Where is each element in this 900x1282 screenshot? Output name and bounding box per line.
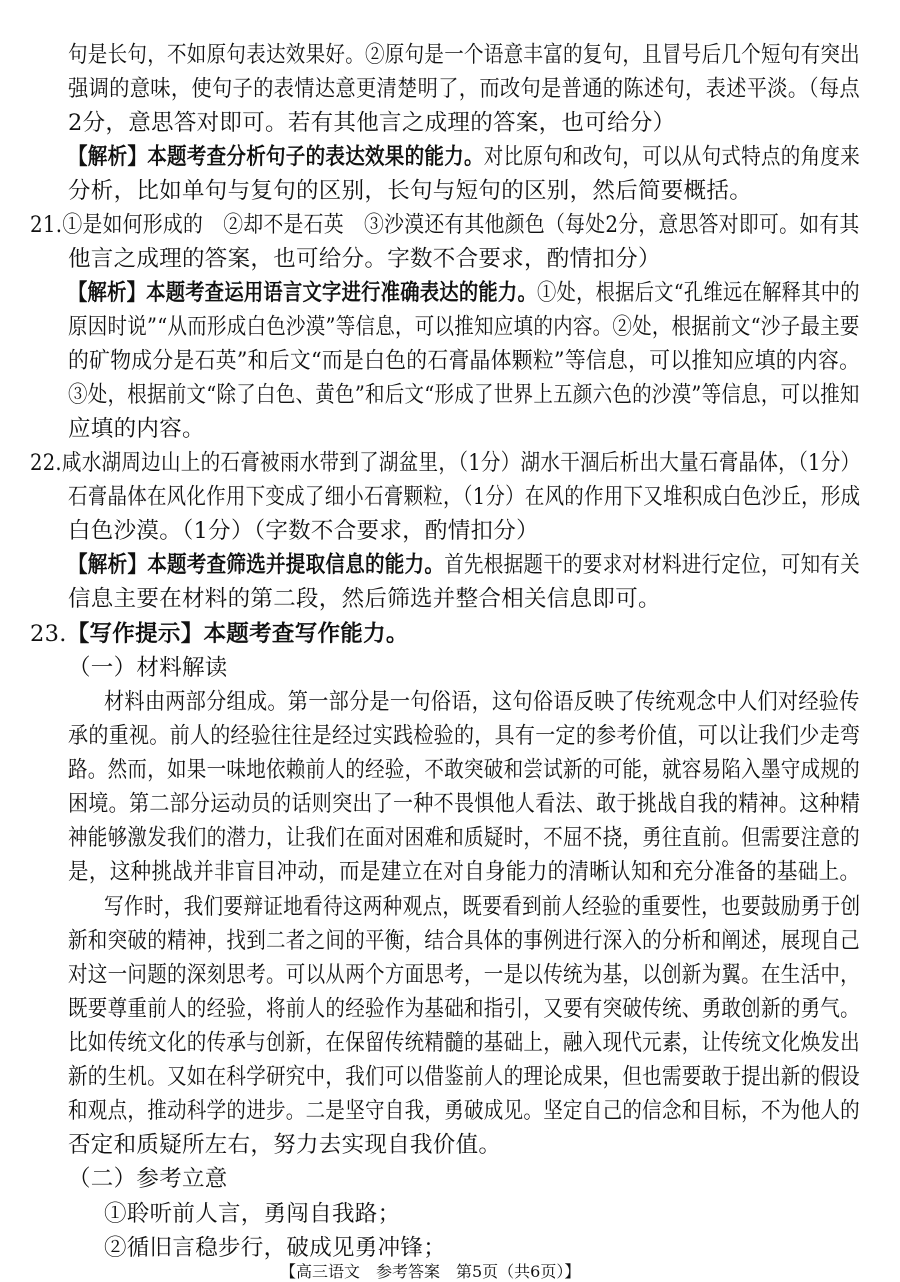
text-line <box>104 687 860 717</box>
text-line <box>104 1233 446 1263</box>
text-line <box>68 1130 501 1160</box>
body-text: 信息主要在材料的第二段，然后筛选并整合相关信息即可。 <box>68 586 661 612</box>
text-line <box>68 1028 860 1058</box>
body-text: ②循旧言稳步行，破成见勇冲锋； <box>104 1235 447 1261</box>
body-text: 写作时，我们要辩证地看待这两种观点，既要看到前人经验的重要性，也要鼓励勇于创 <box>104 894 861 920</box>
body-text: 强调的意味，使句子的表情达意更清楚明了，而改句是普通的陈述句，表述平淡。（每点 <box>68 76 861 102</box>
body-text: ①处，根据后文“孔维远在解释其中的 <box>537 280 860 306</box>
text-line <box>68 142 860 172</box>
body-text: 新和突破的精神，找到二者之间的平衡，结合具体的事例进行深入的分析和阐述，展现自己 <box>68 928 860 954</box>
text-line <box>68 755 860 785</box>
body-text: 22.咸水湖周边山上的石膏被雨水带到了湖盆里，（1分）湖水干涸后析出大量石膏晶体，（1分） <box>30 450 861 476</box>
text-line <box>68 789 860 819</box>
body-text: 首先根据题干的要求对材料进行定位，可知有关 <box>444 552 860 578</box>
body-text: ①聆听前人言，勇闯自我路； <box>104 1201 401 1227</box>
bold-heading-text: 【写作提示】本题考查写作能力。 <box>66 621 409 647</box>
body-text: （二）参考立意 <box>68 1166 228 1192</box>
body-text: 句是长句，不如原句表达效果好。②原句是一个语意丰富的复句，且冒号后几个短句有突出 <box>68 42 860 68</box>
bold-heading-text: 【解析】本题考查分析句子的表达效果的能力。 <box>68 144 484 170</box>
text-line <box>68 857 860 887</box>
body-text: 材料由两部分组成。第一部分是一句俗语，这句俗语反映了传统观念中人们对经验传 <box>104 689 860 715</box>
text-line <box>68 1164 228 1194</box>
text-line <box>68 278 860 308</box>
text-line <box>68 960 860 990</box>
body-text: ③处，根据前文“除了白色、黄色”和后文“形成了世界上五颜六色的沙漠”等信息，可以推知 <box>68 382 860 408</box>
body-text: 23. <box>30 621 67 647</box>
page-footer: 【高三语文 参考答案 第5页（共6页）】 <box>280 1262 581 1281</box>
body-text: 比如传统文化的传承与创新，在保留传统精髓的基础上，融入现代元素，让传统文化焕发出 <box>68 1030 860 1056</box>
text-line <box>68 414 205 444</box>
body-text: 和观点，推动科学的进步。二是坚守自我，勇破成见。坚定自己的信念和目标，不为他人的 <box>68 1098 860 1124</box>
body-text: 的矿物成分是石英”和后文“而是白色的石膏晶体颗粒”等信息，可以推知应填的内容。 <box>68 348 861 374</box>
body-text: 2分，意思答对即可。若有其他言之成理的答案，也可给分） <box>68 110 676 136</box>
text-line <box>68 653 228 683</box>
text-line <box>68 244 661 274</box>
text-line <box>68 823 860 853</box>
body-text: 应填的内容。 <box>68 416 205 442</box>
body-text: 否定和质疑所左右，努力去实现自我价值。 <box>68 1132 502 1158</box>
text-line <box>68 550 860 580</box>
body-text: 分析，比如单句与复句的区别，长句与短句的区别，然后简要概括。 <box>68 178 753 204</box>
text-line <box>68 926 860 956</box>
body-text: 对比原句和改句，可以从句式特点的角度来 <box>483 144 860 170</box>
bold-heading-text: 【解析】本题考查筛选并提取信息的能力。 <box>68 552 445 578</box>
text-line <box>68 176 752 206</box>
body-text: （一）材料解读 <box>68 655 228 681</box>
body-text: 石膏晶体在风化作用下变成了细小石膏颗粒，（1分）在风的作用下又堆积成白色沙丘，形成 <box>68 484 861 510</box>
body-text: 他言之成理的答案，也可给分。字数不合要求，酌情扣分） <box>68 246 661 272</box>
text-line <box>104 892 860 922</box>
text-line <box>104 1199 400 1229</box>
body-text: 原因时说”“从而形成白色沙漠”等信息，可以推知应填的内容。②处，根据前文“沙子最主要 <box>68 314 860 340</box>
body-text: 路。然而，如果一味地依赖前人的经验，不敢突破和尝试新的可能，就容易陷入墨守成规的 <box>68 757 860 783</box>
text-line <box>68 482 860 512</box>
text-line <box>68 312 860 342</box>
body-text: 新的生机。又如在科学研究中，我们可以借鉴前人的理论成果，但也需要敢于提出新的假设 <box>68 1064 860 1090</box>
body-text: 既要尊重前人的经验，将前人的经验作为基础和指引，又要有突破传统、勇敢创新的勇气。 <box>68 996 860 1022</box>
body-text: 神能够激发我们的潜力，让我们在面对困难和质疑时，不屈不挠，勇往直前。但需要注意的 <box>68 825 860 851</box>
text-line <box>68 74 860 104</box>
body-text: 白色沙漠。（1分）（字数不合要求，酌情扣分） <box>68 518 539 544</box>
text-line <box>68 346 860 376</box>
text-line <box>68 1096 860 1126</box>
text-line <box>68 721 860 751</box>
text-line <box>68 108 675 138</box>
body-text: 困境。第二部分运动员的话则突出了一种不畏惧他人看法、敢于挑战自我的精神。这种精 <box>68 791 861 817</box>
text-line <box>30 448 860 478</box>
body-text: 对这一问题的深刻思考。可以从两个方面思考，一是以传统为基，以创新为翼。在生活中， <box>68 962 860 988</box>
body-text: 承的重视。前人的经验往往是经过实践检验的，具有一定的参考价值，可以让我们少走弯 <box>68 723 861 749</box>
text-line <box>68 994 860 1024</box>
body-text: 是，这种挑战并非盲目冲动，而是建立在对自身能力的清晰认知和充分准备的基础上。 <box>68 859 861 885</box>
text-line <box>68 380 860 410</box>
text-line <box>68 584 661 614</box>
text-line <box>68 516 539 546</box>
body-text: 21.①是如何形成的 ②却不是石英 ③沙漠还有其他颜色（每处2分，意思答对即可。如有其 <box>30 212 860 238</box>
text-line <box>68 1062 860 1092</box>
text-line <box>30 210 860 240</box>
bold-heading-text: 【解析】本题考查运用语言文字进行准确表达的能力。 <box>68 280 538 306</box>
text-line <box>68 40 860 70</box>
text-line <box>30 619 409 649</box>
